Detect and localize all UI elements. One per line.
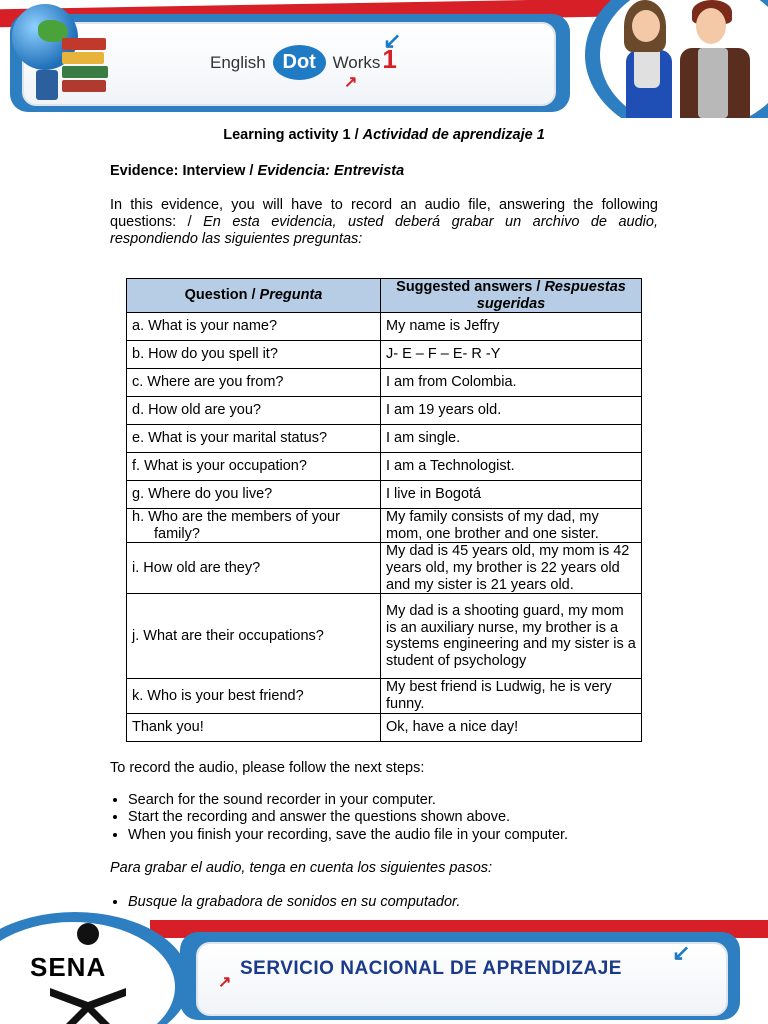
answer-cell: I am single.	[381, 425, 642, 453]
question-cell: b. How do you spell it?	[127, 341, 381, 369]
question-cell: Thank you!	[127, 713, 381, 741]
answer-cell: I am from Colombia.	[381, 369, 642, 397]
header-answer: Suggested answers / Respuestas sugeridas	[381, 279, 642, 313]
table-row	[127, 425, 642, 453]
activity-title: Learning activity 1 / Actividad de aprendizaje 1	[223, 127, 545, 143]
list-item: • Start the recording and answer the questions shown above.	[128, 809, 670, 827]
english-dot-works-logo	[210, 44, 397, 80]
answer-cell: I am 19 years old.	[381, 397, 642, 425]
list-item: • When you finish your recording, save the audio file in your computer.	[128, 827, 670, 845]
answer-cell: Ok, have a nice day!	[381, 713, 642, 741]
answer-cell: My family consists of my dad, my mom, one brother and one sister.	[381, 509, 642, 543]
arrow-up-right-icon: ↗	[218, 974, 232, 991]
table-row	[127, 679, 642, 713]
question-cell: e. What is your marital status?	[127, 425, 381, 453]
table-row	[127, 509, 642, 543]
answer-cell: I live in Bogotá	[381, 481, 642, 509]
books-icon	[62, 38, 108, 94]
arrow-up-right-icon: ↗	[344, 74, 358, 91]
intro-paragraph: In this evidence, you will have to record an audio file, answering the following questions: / En esta evidencia, usted deberá grabar un archivo de audio, respondiendo las siguientes preguntas:	[110, 197, 658, 247]
steps-list-es	[110, 894, 670, 912]
table-row	[127, 713, 642, 741]
table-row	[127, 594, 642, 679]
answer-cell: My name is Jeffry	[381, 313, 642, 341]
sena-logo-text: SENA	[30, 952, 107, 982]
question-cell: k. Who is your best friend?	[127, 679, 381, 713]
logo-number: 1	[382, 44, 397, 74]
steps-intro-es: Para grabar el audio, tenga en cuenta los siguientes pasos:	[110, 860, 493, 876]
answer-cell: My best friend is Ludwig, he is very funny.	[381, 679, 642, 713]
servicio-nacional-title: SERVICIO NACIONAL DE APRENDIZAJE	[240, 958, 622, 979]
interview-table	[126, 278, 642, 742]
list-item: • Busque la grabadora de sonidos en su computador.	[128, 894, 670, 912]
list-item: • Search for the sound recorder in your computer.	[128, 792, 670, 810]
logo-dot-bubble: Dot	[273, 45, 326, 80]
question-cell: h. Who are the members of your family?	[127, 509, 381, 543]
arrow-down-left-icon: ↙	[672, 940, 691, 965]
question-cell: f. What is your occupation?	[127, 453, 381, 481]
header-banner	[0, 0, 768, 118]
footer-banner	[0, 912, 768, 1024]
answer-cell: My dad is 45 years old, my mom is 42 years old, my brother is 22 years old and my sister is 21 years old.	[381, 543, 642, 594]
table-header-row	[127, 279, 642, 313]
logo-word-english: English	[210, 53, 266, 72]
question-cell: c. Where are you from?	[127, 369, 381, 397]
answer-cell: J- E – F – E- R -Y	[381, 341, 642, 369]
arrow-down-left-icon: ↙	[383, 28, 402, 53]
document-body	[110, 118, 658, 248]
sena-head-icon	[70, 920, 106, 950]
question-cell: a. What is your name?	[127, 313, 381, 341]
sena-figure-icon	[48, 984, 128, 1024]
table-row	[127, 341, 642, 369]
steps-section	[110, 760, 670, 911]
steps-intro-en: To record the audio, please follow the next steps:	[110, 760, 425, 776]
answer-cell: I am a Technologist.	[381, 453, 642, 481]
steps-list-en	[110, 792, 670, 845]
table-row	[127, 481, 642, 509]
table-row	[127, 397, 642, 425]
table-row	[127, 453, 642, 481]
question-cell: d. How old are you?	[127, 397, 381, 425]
evidence-heading: Evidence: Interview / Evidencia: Entrevista	[110, 163, 405, 179]
header-question: Question / Pregunta	[127, 279, 381, 313]
table-row	[127, 543, 642, 594]
answer-cell: My dad is a shooting guard, my mom is an auxiliary nurse, my brother is a systems engineering and my sister is a student of psychology	[381, 594, 642, 679]
logo-word-works: Works	[332, 53, 381, 72]
question-cell: g. Where do you live?	[127, 481, 381, 509]
table-row	[127, 313, 642, 341]
table-row	[127, 369, 642, 397]
question-cell: i. How old are they?	[127, 543, 381, 594]
question-cell: j. What are their occupations?	[127, 594, 381, 679]
globe-stand	[36, 70, 58, 100]
